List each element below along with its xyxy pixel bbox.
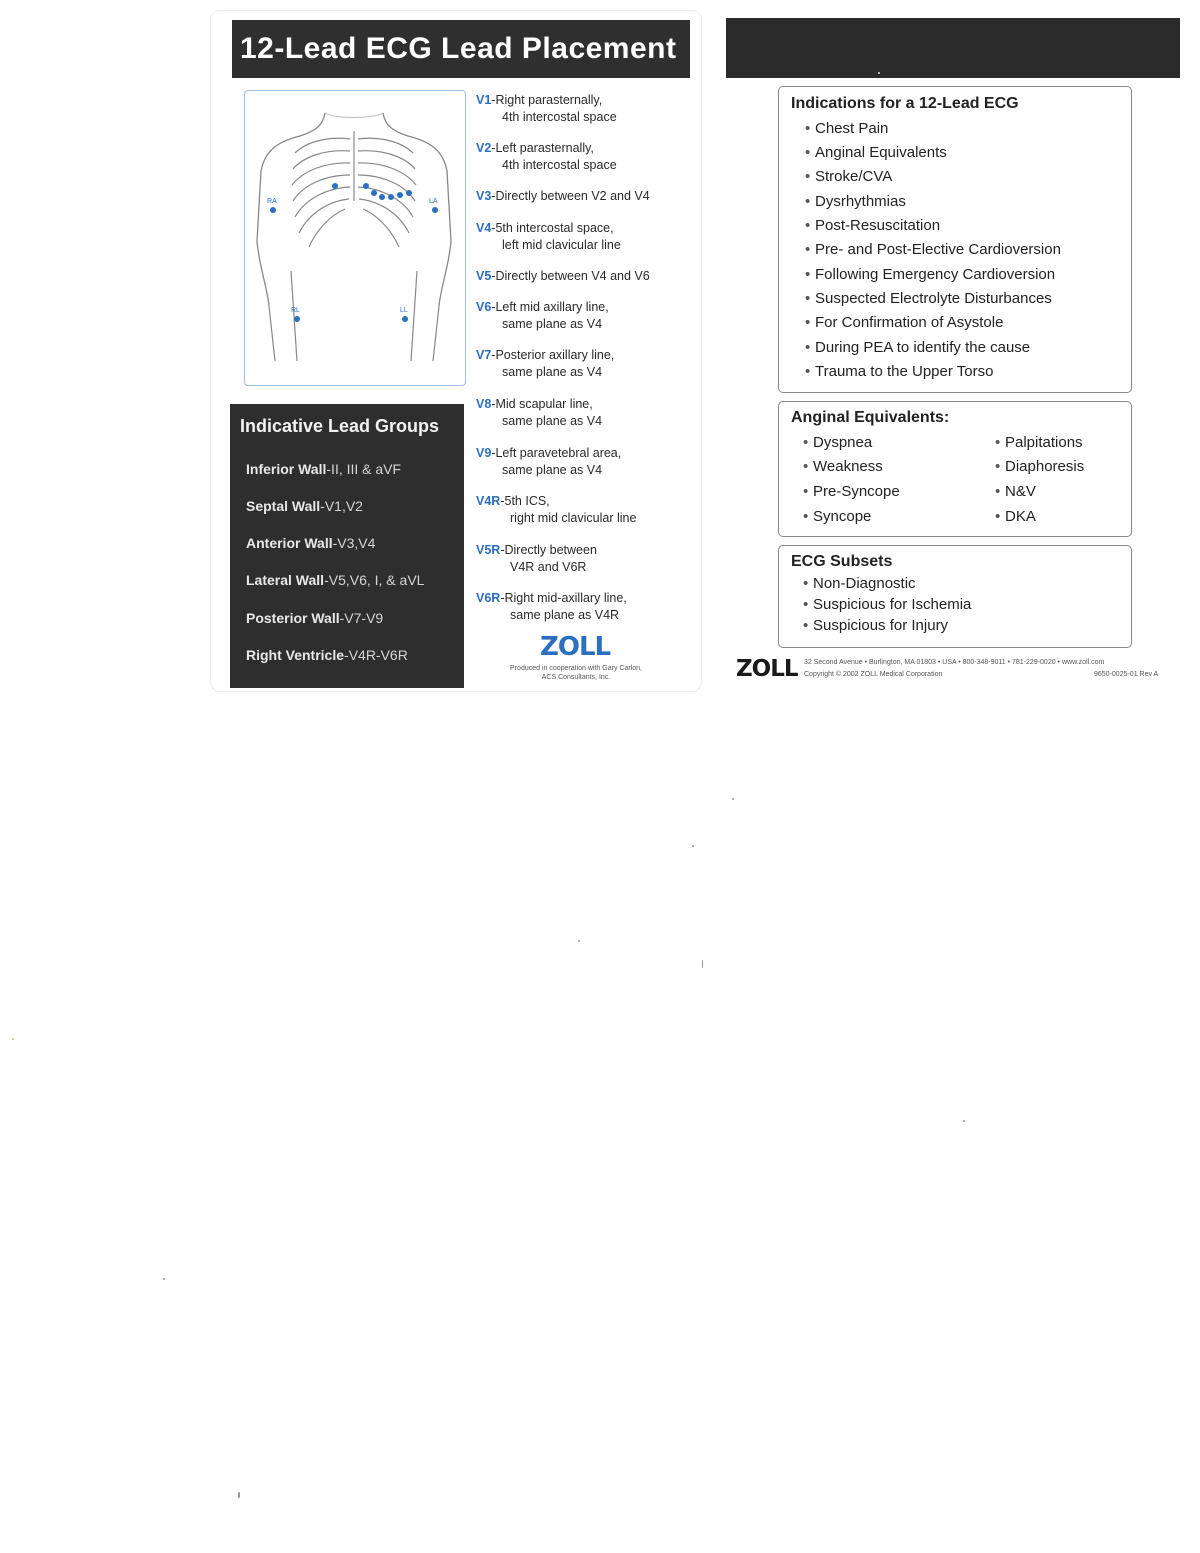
- indications-panel: [778, 86, 1132, 393]
- lead-code: V3: [476, 189, 492, 203]
- list-item: [805, 314, 1003, 331]
- anginal-equivalents-panel: [778, 401, 1132, 537]
- lead-desc: -Directly between V2 and V4: [491, 189, 650, 203]
- lead-code: V6: [476, 300, 492, 314]
- zoll-logo: ZOLL: [540, 632, 611, 662]
- bullet-icon: •: [805, 290, 811, 307]
- lead-code: V6R: [476, 591, 501, 605]
- list-item: [805, 241, 1061, 258]
- bullet-icon: •: [805, 241, 811, 258]
- lead-code: V8: [476, 397, 492, 411]
- subsets-title: ECG Subsets: [791, 553, 893, 570]
- lead-desc-2: V4R and V6R: [510, 560, 587, 574]
- bullet-icon: •: [805, 363, 811, 380]
- header-bar: [726, 18, 1180, 78]
- item-text: Trauma to the Upper Torso: [815, 363, 994, 380]
- list-item: [805, 363, 993, 380]
- footer-zoll-logo: ZOLL: [736, 656, 798, 682]
- lead-group-name: Anterior Wall: [246, 535, 333, 551]
- lead-code: V5R: [476, 543, 501, 557]
- lead-group-item: [246, 610, 383, 626]
- item-text: Post-Resuscitation: [815, 217, 941, 234]
- rl-label: RL: [291, 307, 300, 314]
- lead-entry: [476, 445, 696, 479]
- lead-group-name: Septal Wall: [246, 498, 321, 514]
- lead-entry: [476, 268, 696, 285]
- lead-desc: -Left parasternally,: [491, 141, 594, 155]
- item-text: During PEA to identify the cause: [815, 339, 1031, 356]
- lead-code: V4R: [476, 494, 501, 508]
- anginal-title: Anginal Equivalents:: [791, 409, 950, 426]
- bullet-icon: •: [805, 120, 811, 137]
- lead-desc-2: same plane as V4: [502, 365, 603, 379]
- bullet-icon: •: [995, 508, 1001, 525]
- lead-code: V4: [476, 221, 492, 235]
- list-item: [803, 617, 948, 634]
- lead-group-leads: -II, III & aVF: [326, 461, 402, 477]
- list-item: [805, 217, 940, 234]
- item-text: Dyspnea: [813, 434, 873, 451]
- bullet-icon: •: [803, 483, 809, 500]
- bullet-icon: •: [805, 193, 811, 210]
- lead-desc: -5th intercostal space,: [491, 221, 614, 235]
- lead-desc-2: 4th intercostal space: [502, 110, 617, 124]
- lead-group-item: [246, 498, 363, 514]
- lead-desc: -Left mid axillary line,: [491, 300, 609, 314]
- scan-speck: [163, 1278, 165, 1280]
- item-text: Pre-Syncope: [813, 483, 900, 500]
- item-text: Syncope: [813, 508, 872, 525]
- bullet-icon: •: [805, 168, 811, 185]
- item-text: Suspicious for Injury: [813, 617, 949, 634]
- list-item: [805, 120, 888, 137]
- lead-desc: -Left paravetebral area,: [491, 446, 622, 460]
- list-item: [995, 508, 1036, 525]
- lead-group-leads: -V7-V9: [339, 610, 384, 626]
- lead-desc-2: right mid clavicular line: [510, 511, 637, 525]
- item-text: Suspected Electrolyte Disturbances: [815, 290, 1052, 307]
- bullet-icon: •: [805, 217, 811, 234]
- lead-entry: [476, 396, 696, 430]
- lead-entry: [476, 590, 696, 624]
- lead-desc: -Directly between: [500, 543, 597, 557]
- scan-speck: [12, 1038, 14, 1040]
- lead-group-item: [246, 572, 424, 588]
- lead-desc: -Right parasternally,: [491, 93, 603, 107]
- bullet-icon: •: [803, 596, 809, 613]
- scan-speck: [702, 960, 703, 968]
- item-text: Dysrhythmias: [815, 193, 906, 210]
- lead-desc: -Right mid-axillary line,: [500, 591, 627, 605]
- bullet-icon: •: [803, 434, 809, 451]
- lead-group-name: Right Ventricle: [246, 647, 345, 663]
- list-item: [803, 508, 871, 525]
- scan-speck: [238, 1492, 240, 1498]
- item-text: Non-Diagnostic: [813, 575, 916, 592]
- list-item: [805, 290, 1052, 307]
- item-text: For Confirmation of Asystole: [815, 314, 1004, 331]
- scan-speck: [732, 798, 734, 800]
- lead-entry: [476, 493, 696, 527]
- lead-entry: [476, 220, 696, 254]
- list-item: [805, 168, 892, 185]
- lead-code: V7: [476, 348, 492, 362]
- lead-group-name: Posterior Wall: [246, 610, 340, 626]
- lead-groups-title: Indicative Lead Groups: [240, 416, 440, 436]
- lead-entry: [476, 347, 696, 381]
- lead-desc-2: same plane as V4R: [510, 608, 620, 622]
- item-text: Weakness: [813, 458, 883, 475]
- lead-group-leads: -V5,V6, I, & aVL: [324, 572, 425, 588]
- lead-code: V5: [476, 269, 492, 283]
- item-text: Chest Pain: [815, 120, 889, 137]
- list-item: [805, 144, 947, 161]
- scan-speck: [878, 72, 880, 74]
- torso-diagram: [244, 90, 466, 386]
- list-item: [995, 458, 1084, 475]
- scan-speck: [692, 845, 694, 847]
- produced-credit: Produced in cooperation with Gary Carlon, ACS Consultants, Inc.: [510, 665, 642, 681]
- bullet-icon: •: [803, 575, 809, 592]
- list-item: [995, 434, 1083, 451]
- lead-desc-2: same plane as V4: [502, 463, 603, 477]
- lead-group-item: [246, 647, 408, 663]
- ll-label: LL: [400, 307, 408, 314]
- item-text: DKA: [1005, 508, 1036, 525]
- item-text: Stroke/CVA: [815, 168, 893, 185]
- lead-group-item: [246, 535, 375, 551]
- lead-desc-2: 4th intercostal space: [502, 158, 617, 172]
- lead-group-leads: -V1,V2: [320, 498, 363, 514]
- ra-label: RA: [267, 198, 277, 205]
- bullet-icon: •: [803, 617, 809, 634]
- bullet-icon: •: [995, 434, 1001, 451]
- lead-group-name: Inferior Wall: [246, 461, 327, 477]
- item-text: Following Emergency Cardioversion: [815, 266, 1056, 283]
- lead-entry: [476, 188, 696, 205]
- lead-entry: [476, 140, 696, 174]
- lead-entry: [476, 92, 696, 126]
- lead-desc: -Posterior axillary line,: [491, 348, 615, 362]
- bullet-icon: •: [805, 144, 811, 161]
- list-item: [805, 266, 1055, 283]
- list-item: [803, 434, 872, 451]
- lead-desc: -Directly between V4 and V6: [491, 269, 650, 283]
- torso-illustration: [245, 91, 465, 385]
- lead-code: V9: [476, 446, 492, 460]
- ecg-subsets-panel: [778, 545, 1132, 648]
- lead-desc-2: left mid clavicular line: [502, 238, 621, 252]
- lead-desc: -Mid scapular line,: [491, 397, 593, 411]
- item-text: Diaphoresis: [1005, 458, 1085, 475]
- lead-code: V1: [476, 93, 492, 107]
- lead-entry: [476, 542, 696, 576]
- lead-desc-2: same plane as V4: [502, 317, 603, 331]
- bullet-icon: •: [995, 483, 1001, 500]
- lead-group-leads: -V4R-V6R: [344, 647, 408, 663]
- indicative-lead-groups: [230, 404, 464, 688]
- list-item: [803, 596, 971, 613]
- page-title: 12-Lead ECG Lead Placement: [232, 20, 690, 78]
- bullet-icon: •: [803, 458, 809, 475]
- list-item: [805, 193, 906, 210]
- lead-group-item: [246, 461, 401, 477]
- list-item: [805, 339, 1030, 356]
- lead-group-leads: -V3,V4: [332, 535, 376, 551]
- list-item: [803, 575, 916, 592]
- footer-address: 32 Second Avenue • Burlington, MA 01803 • USA • 800-348-9011 • 781-229-0020 • www.zoll.com: [804, 659, 1105, 666]
- item-text: Pre- and Post-Elective Cardioversion: [815, 241, 1061, 258]
- list-item: [803, 483, 900, 500]
- lead-desc-2: same plane as V4: [502, 414, 603, 428]
- item-text: Suspicious for Ischemia: [813, 596, 972, 613]
- lead-code: V2: [476, 141, 492, 155]
- list-item: [995, 483, 1036, 500]
- bullet-icon: •: [805, 314, 811, 331]
- bullet-icon: •: [805, 266, 811, 283]
- list-item: [803, 458, 883, 475]
- indications-title: Indications for a 12-Lead ECG: [791, 95, 1019, 112]
- scan-speck: [578, 940, 580, 942]
- bullet-icon: •: [803, 508, 809, 525]
- lead-group-name: Lateral Wall: [246, 572, 325, 588]
- item-text: N&V: [1005, 483, 1036, 500]
- bullet-icon: •: [805, 339, 811, 356]
- item-text: Palpitations: [1005, 434, 1083, 451]
- lead-entry: [476, 299, 696, 333]
- la-label: LA: [429, 198, 438, 205]
- item-text: Anginal Equivalents: [815, 144, 947, 161]
- bullet-icon: •: [995, 458, 1001, 475]
- lead-desc: -5th ICS,: [500, 494, 550, 508]
- footer-part-number: 9650-0025-01 Rev A: [1094, 671, 1159, 678]
- scan-speck: [963, 1120, 965, 1122]
- footer-copyright: Copyright © 2002 ZOLL Medical Corporation: [804, 671, 943, 678]
